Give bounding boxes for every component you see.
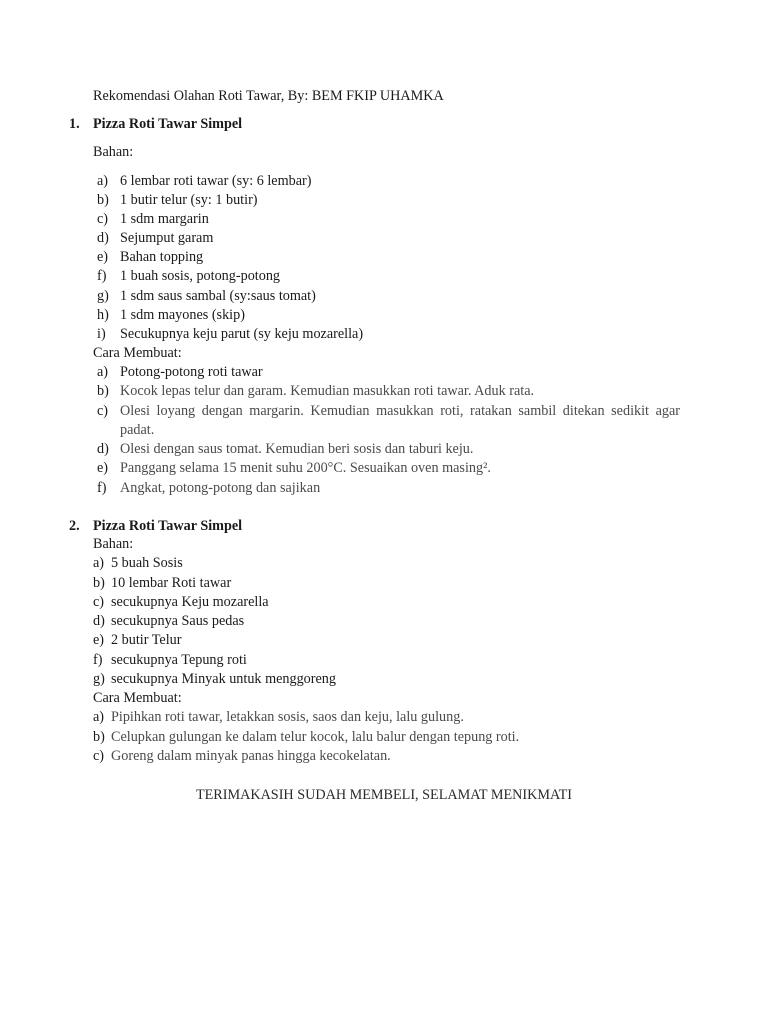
recipe-1-ingredients-heading: Bahan: [93,144,134,160]
recipe-2-ingredients-heading: Bahan: [93,536,134,552]
recipe-1-steps-heading: Cara Membuat: [93,345,182,361]
recipe-2-title: Pizza Roti Tawar Simpel [93,518,243,534]
recipe-1-number: 1. [69,116,80,132]
recipe-1-title: Pizza Roti Tawar Simpel [93,116,243,132]
closing-message: TERIMAKASIH SUDAH MEMBELI, SELAMAT MENIKMATI [195,787,573,803]
recipe-2-number: 2. [69,518,80,534]
recipe-2-steps-heading: Cara Membuat: [93,690,182,706]
document-page: Rekomendasi Olahan Roti Tawar, By: BEM FKIP UHAMKA 1. Pizza Roti Tawar Simpel Bahan: a) 6 lembar roti tawar (sy: 6 lembar) b) 1 butir telur (sy: 1 butir) c) 1 sdm margarin d) Sejumput garam e) Bahan topping f) 1 buah sosis, potong-potong g) 1 sdm saus sambal (sy:saus tomat) h) 1 sdm mayones (skip) i) Secukupnya keju parut (sy keju mozarella) Cara Membuat: a) Potong-potong roti tawar b) Kocok lepas telur dan garam. Kemudian masukkan roti tawar. Aduk rata. c) Olesi loyang dengan margarin. Kemudian masukkan roti, ratakan sambil ditekan sedikit agar padat. d) Olesi dengan saus tomat. Kemudian beri sosis dan taburi keju. e) Panggang selama 15 menit suhu 200°C. Sesuaikan oven masing². f) Angkat, potong-potong dan sajikan 2. Pizza Roti Tawar Simpel Bahan: a) 5 buah Sosis b) 10 lembar Roti tawar c) secukupnya Keju mozarella d) secukupnya Saus pedas e) 2 butir Telur f) secukupnya Tepung roti g) secukupnya Minyak untuk menggoreng Cara Membuat: a) Pipihkan roti tawar, letakkan sosis, saos dan keju, lalu gulung. b) Celupkan gulungan ke dalam telur kocok, lalu balur dengan tepung roti. c) Goreng dalam minyak panas hingga kecokelatan. TERIMAKASIH SUDAH MEMBELI, SELAMAT MENIKMATI [0,0,768,1024]
document-header: Rekomendasi Olahan Roti Tawar, By: BEM FKIP UHAMKA [93,88,444,104]
